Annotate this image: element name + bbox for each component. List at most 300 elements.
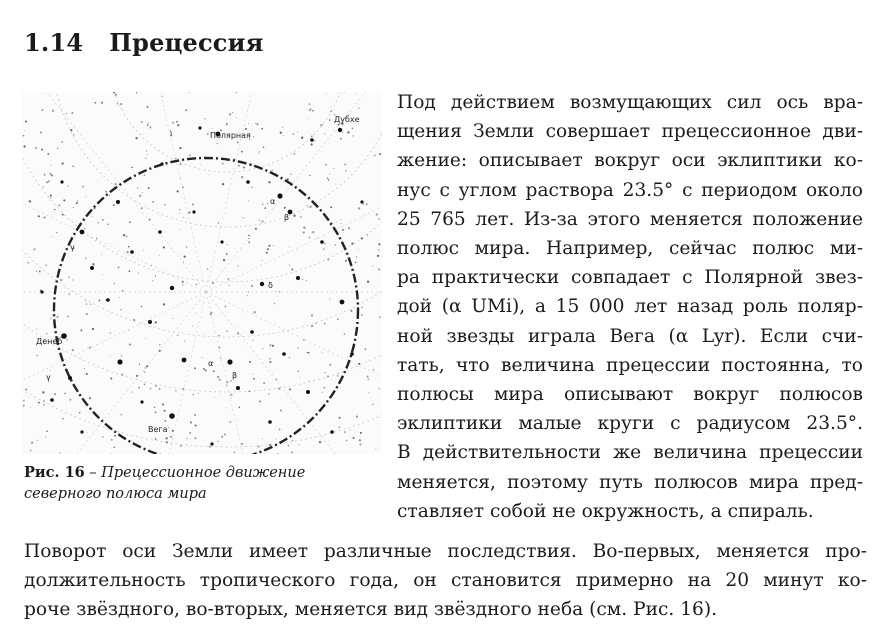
faint-star (329, 119, 331, 121)
faint-star (293, 215, 295, 217)
faint-star (46, 430, 48, 432)
faint-star (196, 312, 197, 313)
star-label-deneb: Денеб (36, 337, 63, 346)
faint-star (267, 203, 268, 204)
faint-star (367, 376, 369, 378)
faint-star (330, 206, 332, 208)
faint-star (294, 153, 295, 154)
faint-star (30, 450, 32, 452)
faint-star (49, 173, 51, 175)
faint-star (60, 452, 61, 453)
faint-star (358, 107, 359, 108)
faint-star (92, 328, 94, 330)
faint-star (23, 405, 25, 407)
faint-star (279, 291, 280, 292)
faint-star (110, 356, 111, 357)
faint-star (379, 218, 380, 219)
faint-star (162, 404, 164, 406)
faint-star (247, 295, 248, 296)
faint-star (359, 439, 361, 441)
bright-star (220, 240, 223, 243)
faint-star (66, 339, 67, 340)
faint-star (177, 190, 179, 192)
faint-star (102, 219, 104, 221)
faint-star (179, 209, 180, 210)
paragraph-line: полюс мира. Например, сейчас полюс ми- (397, 238, 863, 260)
faint-star (376, 213, 378, 215)
faint-star (128, 330, 129, 331)
paragraph-line: ра практически совпадает с Полярной звез- (397, 267, 863, 289)
faint-star (378, 249, 380, 251)
faint-star (352, 128, 353, 129)
faint-star (289, 247, 290, 248)
faint-star (252, 339, 253, 340)
bright-star (282, 352, 286, 356)
faint-star (238, 165, 240, 167)
faint-star (311, 325, 313, 327)
faint-star (180, 177, 181, 178)
star-map-figure (22, 92, 382, 454)
faint-star (213, 370, 215, 372)
faint-star (329, 206, 330, 207)
faint-star (280, 132, 282, 134)
faint-star (361, 237, 363, 239)
faint-star (73, 134, 74, 135)
faint-star (242, 217, 243, 218)
faint-star (340, 138, 342, 140)
paragraph-line: тать, что величина прецессии постоянна, то (397, 354, 863, 376)
faint-star (251, 285, 253, 287)
faint-star (378, 268, 380, 270)
faint-star (289, 388, 291, 390)
faint-star (68, 293, 70, 295)
section-heading (24, 28, 264, 57)
faint-star (274, 303, 275, 304)
greek-label-6: β (232, 371, 238, 380)
faint-star (211, 128, 212, 129)
faint-star (348, 227, 350, 229)
faint-star (120, 309, 121, 310)
faint-star (41, 149, 43, 151)
bright-star (148, 320, 152, 324)
faint-star (133, 319, 135, 321)
faint-star (253, 136, 254, 137)
faint-star (52, 236, 53, 237)
faint-star (249, 361, 251, 363)
faint-star (170, 131, 171, 132)
faint-star (189, 432, 191, 434)
faint-star (168, 427, 169, 428)
faint-star (185, 109, 187, 111)
faint-star (29, 200, 31, 202)
faint-star (142, 192, 143, 193)
faint-star (227, 244, 228, 245)
faint-star (366, 234, 368, 236)
faint-star (129, 343, 131, 345)
bright-star (320, 240, 324, 244)
faint-star (222, 183, 224, 185)
faint-star (145, 368, 146, 369)
faint-star (99, 300, 101, 302)
faint-star (81, 329, 83, 331)
faint-star (54, 209, 56, 211)
faint-star (230, 394, 232, 396)
faint-star (118, 266, 120, 268)
faint-star (62, 418, 63, 419)
faint-star (154, 407, 155, 408)
faint-star (69, 399, 71, 401)
faint-star (269, 358, 271, 360)
faint-star (201, 164, 202, 165)
faint-star (155, 321, 157, 323)
faint-star (312, 231, 314, 233)
faint-star (224, 433, 226, 435)
faint-star (341, 223, 342, 224)
faint-star (379, 153, 381, 155)
faint-star (346, 440, 348, 442)
bright-star (130, 250, 134, 254)
section-title: Прецессия (109, 28, 264, 57)
faint-star (180, 445, 182, 447)
faint-star (126, 236, 128, 238)
faint-star (152, 280, 153, 281)
faint-star (226, 407, 227, 408)
faint-star (218, 222, 220, 224)
faint-star (123, 234, 125, 236)
faint-star (305, 228, 306, 229)
faint-star (292, 440, 293, 441)
faint-star (155, 275, 156, 276)
faint-star (76, 202, 78, 204)
faint-star (159, 388, 161, 390)
faint-star (143, 250, 144, 251)
faint-star (355, 262, 357, 264)
faint-star (310, 143, 312, 145)
faint-star (68, 276, 70, 278)
faint-star (73, 207, 74, 208)
faint-star (324, 372, 325, 373)
faint-star (309, 103, 310, 104)
faint-star (82, 186, 84, 188)
faint-star (297, 348, 298, 349)
faint-star (36, 328, 37, 329)
faint-star (62, 214, 64, 216)
faint-star (186, 246, 187, 247)
caption-text: Прецессионное движение северного полюса мира (24, 465, 306, 502)
faint-star (54, 393, 56, 395)
faint-star (377, 423, 378, 424)
faint-star (257, 124, 259, 126)
faint-star (208, 175, 209, 176)
faint-star (113, 447, 114, 448)
bright-star (310, 138, 314, 142)
faint-star (355, 93, 356, 94)
faint-star (375, 449, 376, 450)
faint-star (229, 421, 231, 423)
faint-star (241, 176, 243, 178)
faint-star (255, 228, 257, 230)
faint-star (267, 248, 269, 250)
faint-star (36, 270, 37, 271)
faint-star (302, 279, 303, 280)
faint-star (303, 339, 305, 341)
paragraph-line: должительность тропического года, он становится примерно на 20 минут ко- (24, 570, 867, 592)
faint-star (303, 231, 305, 233)
faint-star (96, 238, 97, 239)
faint-star (164, 204, 166, 206)
faint-star (89, 397, 91, 399)
faint-star (163, 303, 165, 305)
faint-star (30, 407, 31, 408)
faint-star (38, 402, 40, 404)
faint-star (218, 335, 219, 336)
faint-star (361, 307, 362, 308)
faint-star (70, 129, 72, 131)
bright-star (268, 420, 272, 424)
faint-star (23, 400, 25, 402)
faint-star (159, 350, 161, 352)
faint-star (194, 414, 196, 416)
faint-star (192, 326, 193, 327)
faint-star (152, 201, 154, 203)
faint-star (289, 357, 290, 358)
faint-star (258, 445, 260, 447)
faint-star (368, 392, 369, 393)
paragraph-line: В действительности же величина прецессии (397, 442, 863, 464)
faint-star (251, 187, 252, 188)
bright-star (158, 230, 162, 234)
faint-star (177, 335, 179, 337)
faint-star (175, 390, 176, 391)
faint-star (249, 391, 251, 393)
faint-star (50, 318, 51, 319)
faint-star (333, 168, 334, 169)
faint-star (48, 180, 50, 182)
bright-star (227, 359, 232, 364)
faint-star (324, 243, 326, 245)
faint-star (50, 197, 51, 198)
faint-star (253, 378, 255, 380)
faint-star (283, 135, 284, 136)
paragraph-line: жение: описывает вокруг оси эклиптики ко- (397, 150, 863, 172)
faint-star (182, 284, 183, 285)
faint-star (291, 451, 293, 453)
faint-star (101, 254, 102, 255)
faint-star (327, 258, 329, 260)
faint-star (72, 165, 74, 167)
faint-star (261, 128, 263, 130)
faint-star (248, 291, 249, 292)
bright-star (80, 430, 83, 433)
faint-star (164, 420, 166, 422)
faint-star (184, 340, 185, 341)
faint-star (363, 204, 364, 205)
faint-star (245, 128, 247, 130)
faint-star (189, 154, 191, 156)
faint-star (67, 315, 69, 317)
faint-star (149, 126, 151, 128)
greek-label-3: γ (70, 243, 75, 252)
faint-star (115, 183, 117, 185)
figure-caption (24, 462, 379, 505)
faint-star (183, 217, 184, 218)
faint-star (147, 154, 148, 155)
faint-star (58, 204, 60, 206)
faint-star (262, 348, 263, 349)
faint-star (84, 368, 85, 369)
faint-star (50, 370, 51, 371)
faint-star (71, 112, 73, 114)
faint-star (37, 355, 38, 356)
faint-star (194, 437, 196, 439)
faint-star (262, 204, 263, 205)
faint-star (170, 436, 172, 438)
faint-star (315, 322, 316, 323)
faint-star (218, 347, 220, 349)
faint-star (269, 444, 271, 446)
faint-star (347, 131, 349, 133)
faint-star (222, 163, 224, 165)
bright-star (170, 286, 174, 290)
faint-star (253, 311, 255, 313)
faint-star (372, 404, 373, 405)
faint-star (25, 120, 27, 122)
bright-star (116, 200, 120, 204)
faint-star (141, 207, 143, 209)
faint-star (301, 137, 303, 139)
faint-star (97, 222, 99, 224)
faint-star (263, 147, 265, 149)
faint-star (372, 265, 373, 266)
bottom-paragraph (24, 537, 867, 625)
faint-star (342, 132, 343, 133)
faint-star (345, 170, 347, 172)
faint-star (273, 245, 274, 246)
faint-star (121, 108, 122, 109)
faint-star (219, 379, 221, 381)
faint-star (120, 414, 122, 416)
faint-star (352, 135, 353, 136)
faint-star (117, 103, 119, 105)
faint-star (217, 441, 218, 442)
faint-star (307, 118, 308, 119)
faint-star (230, 380, 232, 382)
faint-star (145, 158, 146, 159)
faint-star (192, 394, 194, 396)
faint-star (263, 382, 265, 384)
faint-star (309, 174, 311, 176)
faint-star (323, 387, 325, 389)
faint-star (205, 369, 207, 371)
faint-star (226, 124, 228, 126)
bright-star (250, 330, 254, 334)
faint-star (248, 200, 249, 201)
faint-star (236, 92, 237, 93)
faint-star (324, 323, 325, 324)
faint-star (87, 432, 88, 433)
faint-star (39, 271, 41, 273)
faint-star (207, 133, 209, 135)
faint-star (56, 232, 57, 233)
bright-star (236, 386, 240, 390)
faint-star (57, 148, 58, 149)
faint-star (216, 143, 217, 144)
faint-star (77, 200, 78, 201)
faint-star (177, 124, 179, 126)
faint-star (308, 352, 310, 354)
faint-star (326, 93, 327, 94)
faint-star (149, 219, 151, 221)
faint-star (61, 141, 63, 143)
faint-star (350, 429, 351, 430)
faint-star (291, 269, 293, 271)
bright-star (198, 126, 201, 129)
faint-star (170, 134, 172, 136)
faint-star (110, 332, 111, 333)
paragraph-line: роче звёздного, во-вторых, меняется вид звёздного неба (см. Рис. 16). (24, 599, 718, 621)
paragraph-line: щения Земли совершает прецессионное дви- (397, 121, 863, 143)
faint-star (120, 103, 122, 105)
paragraph-line: Поворот оси Земли имеет различные последствия. Во-первых, меняется про- (24, 541, 867, 562)
faint-star (361, 314, 362, 315)
faint-star (144, 384, 145, 385)
star-map-background (22, 92, 382, 454)
paragraph-line: ной звезды играла Вега (α Lyr). Если счи- (397, 325, 863, 347)
greek-label-7: γ (46, 373, 51, 382)
faint-star (172, 430, 174, 432)
bright-star (90, 266, 94, 270)
faint-star (113, 204, 115, 206)
faint-star (198, 393, 199, 394)
faint-star (42, 391, 44, 393)
faint-star (138, 273, 139, 274)
bright-star (192, 210, 195, 213)
faint-star (306, 280, 307, 281)
bright-star (330, 430, 334, 434)
faint-star (259, 151, 260, 152)
faint-star (253, 374, 254, 375)
faint-star (259, 220, 260, 221)
faint-star (269, 361, 271, 363)
faint-star (27, 262, 29, 264)
faint-star (226, 253, 228, 255)
faint-star (119, 297, 120, 298)
faint-star (85, 258, 86, 259)
bright-star (117, 359, 122, 364)
faint-star (62, 162, 64, 164)
faint-star (38, 215, 40, 217)
paragraph-line: дой (α UMi), а 15 000 лет назад роль поляр- (397, 296, 863, 318)
faint-star (139, 364, 140, 365)
faint-star (196, 284, 197, 285)
faint-star (209, 446, 211, 448)
faint-star (298, 444, 299, 445)
faint-star (141, 121, 143, 123)
faint-star (342, 229, 344, 231)
faint-star (135, 137, 137, 139)
faint-star (288, 445, 290, 447)
faint-star (179, 213, 180, 214)
bright-star (306, 390, 310, 394)
faint-star (379, 316, 381, 318)
faint-star (290, 173, 292, 175)
faint-star (266, 252, 268, 254)
faint-star (183, 262, 184, 263)
faint-star (165, 232, 166, 233)
bright-star (360, 200, 363, 203)
faint-star (182, 186, 184, 188)
faint-star (258, 153, 259, 154)
